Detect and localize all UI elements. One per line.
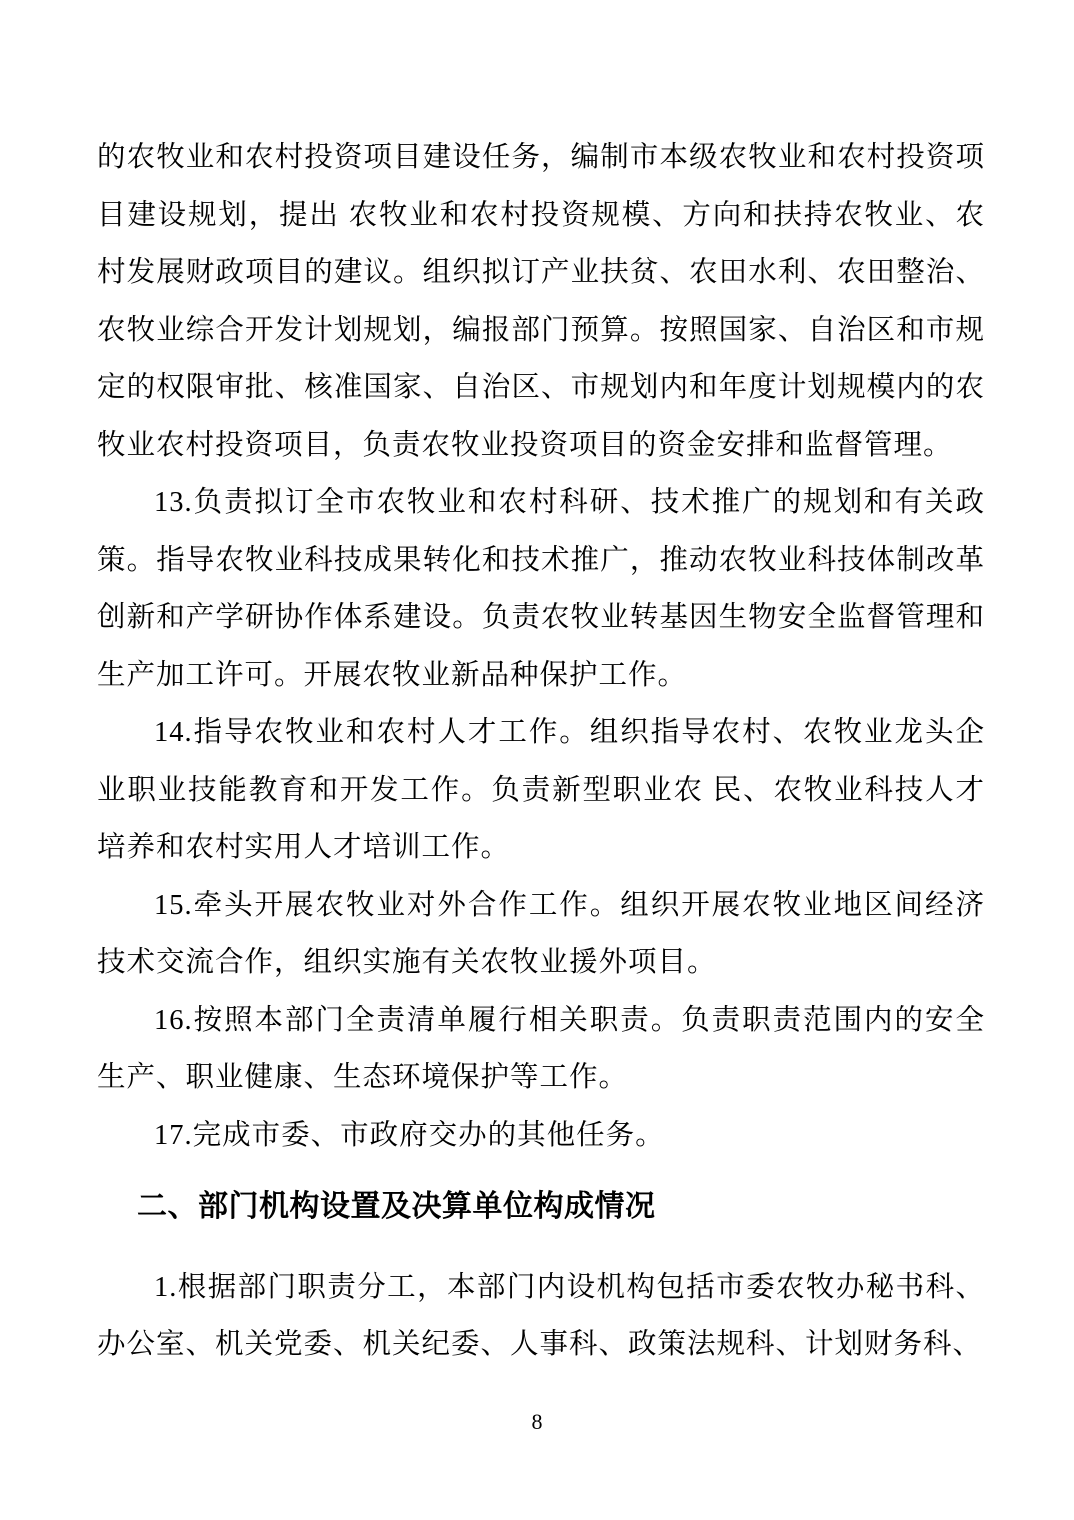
document-body xyxy=(97,129,985,1374)
paragraph-item-13: 13.负责拟订全市农牧业和农村科研、技术推广的规划和有关政策。指导农牧业科技成果转化和技术推广，推动农牧业科技体制改革创新和产学研协作体系建设。负责农牧业转基因生物安全监督管理和生产加工许可。开展农牧业新品种保护工作。 xyxy=(97,487,985,691)
paragraph-item-12-continuation: 的农牧业和农村投资项目建设任务，编制市本级农牧业和农村投资项目建设规划，提出 农牧业和农村投资规模、方向和扶持农牧业、农村发展财政项目的建议。组织拟订产业扶贫、农田水利、农田整治、农牧业综合开发计划规划，编报部门预算。按照国家、自治区和市规定的权限审批、核准国家、自治区、市规划内和年度计划规模内的农牧业农村投资项目，负责农牧业投资项目的资金安排和监督管理。 xyxy=(97,142,985,461)
page-number: 8 xyxy=(531,1409,543,1434)
section-heading: 二、部门机构设置及决算单位构成情况 xyxy=(137,1190,656,1223)
paragraph-item-14: 14.指导农牧业和农村人才工作。组织指导农村、农牧业龙头企业职业技能教育和开发工作。负责新型职业农 民、农牧业科技人才培养和农村实用人才培训工作。 xyxy=(97,717,985,863)
paragraph-item-16: 16.按照本部门全责清单履行相关职责。负责职责范围内的安全生产、职业健康、生态环境保护等工作。 xyxy=(97,1004,985,1093)
paragraph-section2-item-1: 1.根据部门职责分工，本部门内设机构包括市委农牧办秘书科、办公室、机关党委、机关纪委、人事科、政策法规科、计划财务科、 xyxy=(97,1271,985,1360)
paragraph-item-15: 15.牵头开展农牧业对外合作工作。组织开展农牧业地区间经济技术交流合作，组织实施有关农牧业援外项目。 xyxy=(97,889,985,978)
paragraph-item-17: 17.完成市委、市政府交办的其他任务。 xyxy=(154,1119,665,1151)
